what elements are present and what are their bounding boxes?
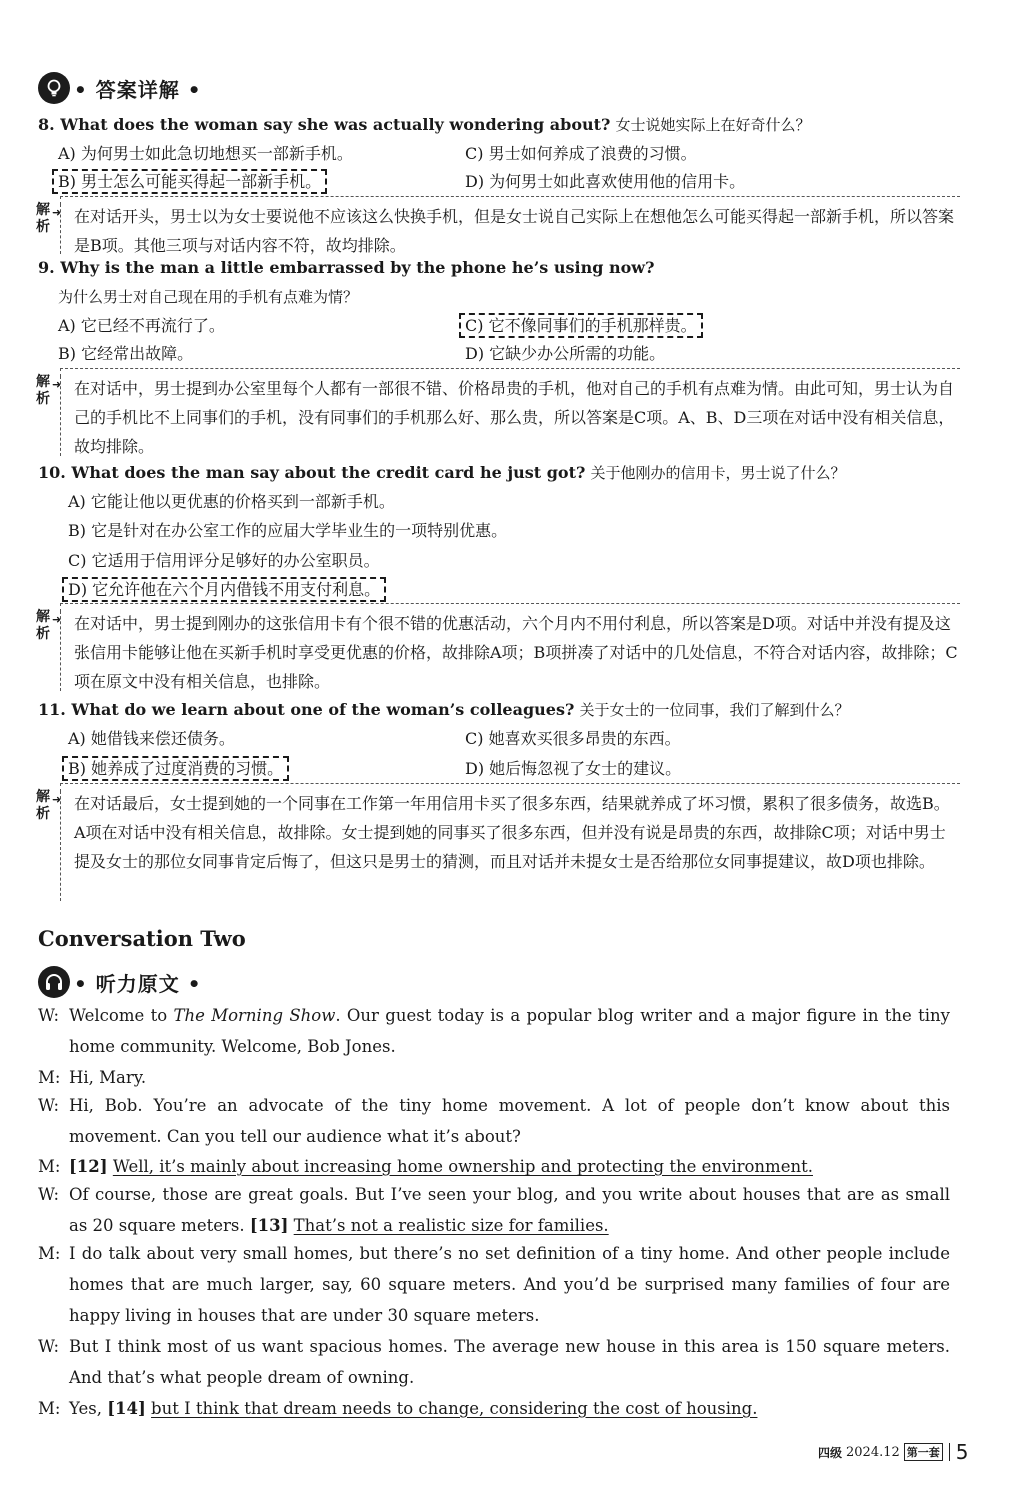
question-marker: [14] xyxy=(107,1399,146,1418)
transcript-line: W: Welcome to The Morning Show. Our guest today is a popular blog writer and a major figure in the tiny home community. Welcome, Bob Jones. xyxy=(38,1000,950,1062)
option-a: A) 她借钱来偿还债务。 xyxy=(68,729,235,748)
arrow-icon: ➜ xyxy=(52,206,62,219)
page-footer xyxy=(818,1440,969,1464)
option-d: D) 为何男士如此喜欢使用他的信用卡。 xyxy=(465,172,746,191)
question-stem-zh: 关于女士的一位同事，我们了解到什么？ xyxy=(579,701,850,719)
transcript-line: M: Hi, Mary. xyxy=(38,1062,950,1093)
explanation-11 xyxy=(36,789,960,876)
answer-box: B) 她养成了过度消费的习惯。 xyxy=(62,756,289,781)
show-title: The Morning Show xyxy=(173,1006,336,1025)
arrow-icon: ➜ xyxy=(52,613,62,626)
exam-date: 2024.12 xyxy=(846,1444,900,1460)
question-marker: [13] xyxy=(249,1216,289,1235)
arrow-icon: ➜ xyxy=(52,793,62,806)
explanation-text: 在对话开头，男士以为女士要说他不应该这么快换手机，但是女士说自己实际上在想他怎么可能买得起一部新手机，所以答案是B项。其他三项与对话内容不符，故均排除。 xyxy=(74,207,955,255)
arrow-icon: ➜ xyxy=(52,378,62,391)
explanation-text: 在对话最后，女士提到她的一个同事在工作第一年用信用卡买了很多东西，结果就养成了坏习惯，累积了很多债务，故选B。A项在对话中没有相关信息，故排除。女士提到她的同事买了很多东西，但并没有说是昂贵的东西，故排除C项；对话中男士提及女士的那位女同事肯定后悔了，但这只是男士的猜测，而且对话并未提女士是否给那位女同事提建议，故D项也排除。 xyxy=(74,794,950,871)
answer-box: B) 男士怎么可能买得起一部新手机。 xyxy=(52,169,327,194)
answer-underline: Well, it’s mainly about increasing home ownership and protecting the environment. xyxy=(112,1157,813,1176)
speaker-label: M: xyxy=(38,1399,61,1418)
answer-box: C) 它不像同事们的手机那样贵。 xyxy=(459,313,703,338)
option-d-answer xyxy=(68,580,386,600)
transcript-line: M: I do talk about very small homes, but there’s no set definition of a tiny home. And other people include homes that are much larger, say, 60 square meters. And you’d be surprised many families of four are happy living in houses that are under 30 square meters. xyxy=(38,1238,950,1331)
exam-level: 四级 xyxy=(818,1445,843,1460)
question-stem-en: 11. What do we learn about one of the woman’s colleagues? xyxy=(38,700,575,719)
question-stem-en: 10. What does the man say about the credit card he just got? xyxy=(38,463,586,482)
speaker-label: W: xyxy=(38,1096,60,1115)
speaker-label: W: xyxy=(38,1006,60,1025)
question-9-zh xyxy=(58,287,358,307)
question-10 xyxy=(38,463,845,483)
speaker-label: W: xyxy=(38,1337,60,1356)
transcript-line: W: Of course, those are great goals. But I’ve seen your blog, and you write about houses that are as small as 20 square meters. [13] That’s not a realistic size for families. xyxy=(38,1179,950,1241)
answer-box: D) 它允许他在六个月内借钱不用支付利息。 xyxy=(62,577,386,602)
option-d: D) 它缺少办公所需的功能。 xyxy=(465,344,666,363)
question-stem-zh: 为什么男士对自己现在用的手机有点难为情？ xyxy=(58,288,359,306)
conversation-title: Conversation Two xyxy=(38,926,246,951)
explanation-label: 解 析 xyxy=(36,789,50,822)
question-9 xyxy=(38,258,654,278)
option-a: A) 它能让他以更优惠的价格买到一部新手机。 xyxy=(68,492,395,511)
option-b-answer xyxy=(68,759,289,779)
option-b: B) 它是针对在办公室工作的应届大学毕业生的一项特别优惠。 xyxy=(68,521,508,540)
option-a: A) 它已经不再流行了。 xyxy=(58,316,225,335)
question-11 xyxy=(38,700,849,720)
transcript-line: M: Yes, [14] but I think that dream needs to change, considering the cost of housing. xyxy=(38,1393,950,1424)
speaker-label: M: xyxy=(38,1157,61,1176)
answer-section-title: • 答案详解 • xyxy=(74,77,202,102)
question-stem-zh: 女士说她实际上在好奇什么？ xyxy=(615,116,811,134)
option-c: C) 它适用于信用评分足够好的办公室职员。 xyxy=(68,551,380,570)
answer-section-header xyxy=(38,72,202,104)
question-stem-en: 8. What does the woman say she was actually wondering about? xyxy=(38,115,611,134)
explanation-label: 解 析 xyxy=(36,374,50,407)
transcript-line: W: But I think most of us want spacious homes. The average new house in this area is 150 square meters. And that’s what people dream of owning. xyxy=(38,1331,950,1393)
option-a: A) 为何男士如此急切地想买一部新手机。 xyxy=(58,144,353,163)
set-badge: 第一套 xyxy=(904,1443,943,1461)
explanation-text: 在对话中，男士提到刚办的这张信用卡有个很不错的优惠活动，六个月内不用付利息，所以答案是D项。对话中并没有提及这张信用卡能够让他在买新手机时享受更优惠的价格，故排除A项；B项拼凑了对话中的几处信息，不符合对话内容，故排除；C项在原文中没有相关信息，也排除。 xyxy=(74,614,958,691)
explanation-8 xyxy=(36,202,960,260)
option-d: D) 她后悔忽视了女士的建议。 xyxy=(465,759,682,778)
explanation-label: 解 析 xyxy=(36,202,50,235)
speaker-label: W: xyxy=(38,1185,60,1204)
transcript-line: W: Hi, Bob. You’re an advocate of the tiny home movement. A lot of people don’t know about this movement. Can you tell our audience what it’s about? xyxy=(38,1090,950,1152)
option-c: C) 她喜欢买很多昂贵的东西。 xyxy=(465,729,681,748)
explanation-9 xyxy=(36,374,960,461)
option-c: C) 男士如何养成了浪费的习惯。 xyxy=(465,144,697,163)
option-c-answer xyxy=(465,316,703,336)
headphones-icon xyxy=(38,966,70,998)
transcript-title: • 听力原文 • xyxy=(74,971,202,996)
option-b-answer xyxy=(58,172,327,192)
speaker-label: M: xyxy=(38,1068,61,1087)
speaker-label: M: xyxy=(38,1244,61,1263)
explanation-text: 在对话中，男士提到办公室里每个人都有一部很不错、价格昂贵的手机，他对自己的手机有点难为情。由此可知，男士认为自己的手机比不上同事们的手机，没有同事们的手机那么好、那么贵，所以答案是C项。A、B、D三项在对话中没有相关信息，故均排除。 xyxy=(74,379,955,456)
transcript-header xyxy=(38,966,202,998)
transcript-line xyxy=(38,1151,950,1182)
answer-underline: That’s not a realistic size for families. xyxy=(293,1216,609,1235)
question-8 xyxy=(38,115,811,135)
explanation-10 xyxy=(36,609,960,696)
answer-underline: but I think that dream needs to change, considering the cost of housing. xyxy=(151,1399,758,1418)
explanation-label: 解 析 xyxy=(36,609,50,642)
question-stem-zh: 关于他刚办的信用卡，男士说了什么？ xyxy=(590,464,846,482)
page-number: 5 xyxy=(955,1440,969,1464)
question-marker: [12] xyxy=(69,1157,108,1176)
option-b: B) 它经常出故障。 xyxy=(58,344,194,363)
question-stem-en: 9. Why is the man a little embarrassed by the phone he’s using now? xyxy=(38,258,655,277)
lightbulb-icon xyxy=(38,72,70,104)
